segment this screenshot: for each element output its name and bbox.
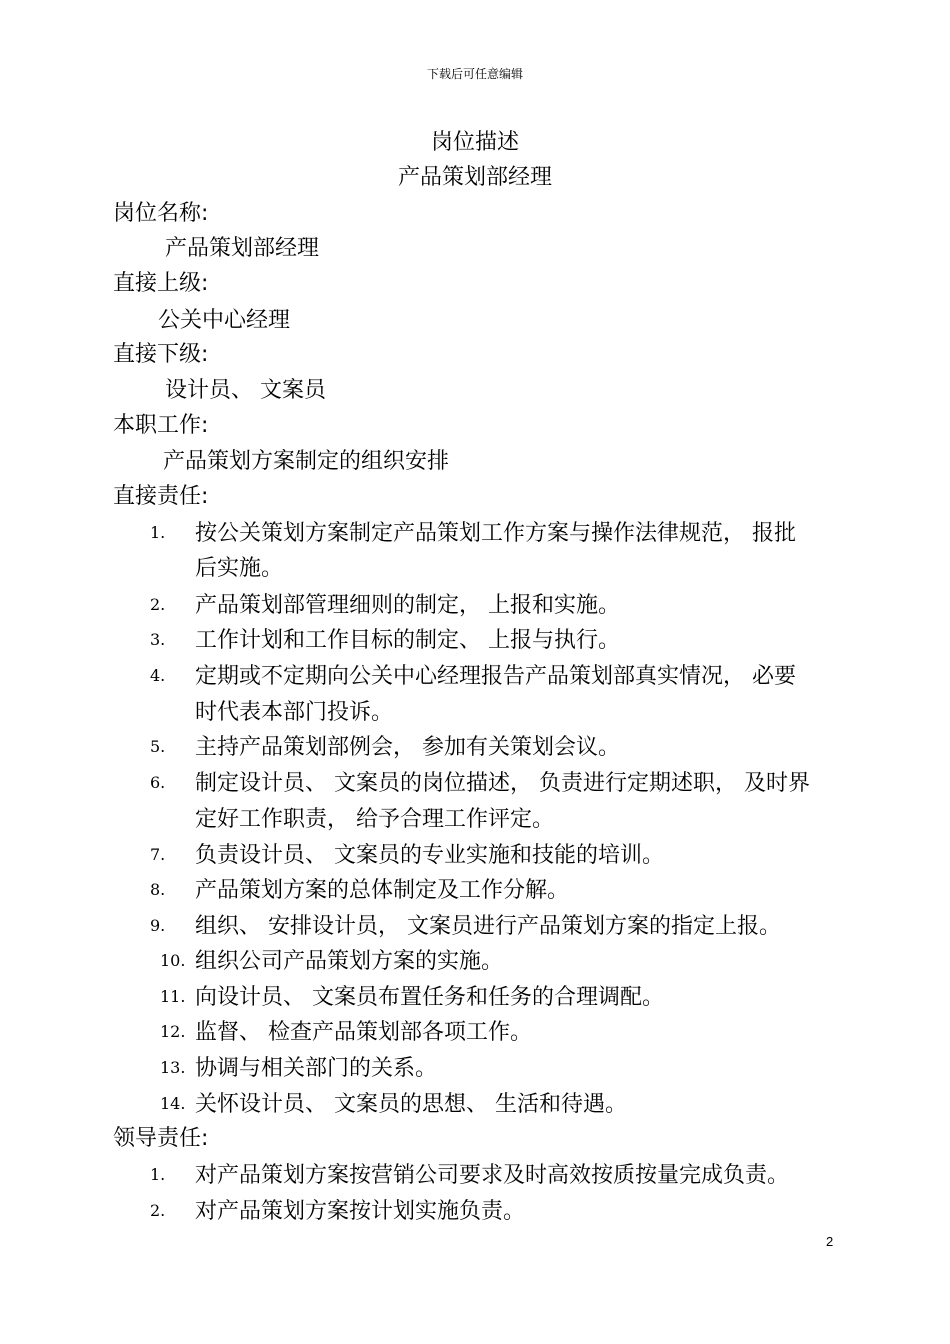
list-item-text: 工作计划和工作目标的制定、 上报与执行。 [195,628,620,653]
list-item-number: 11. [160,987,186,1006]
list-item-number: 1. [150,523,166,542]
list-item [0,625,950,655]
list-item-text: 向设计员、 文案员布置任务和任务的合理调配。 [195,985,664,1010]
list-item-text: 协调与相关部门的关系。 [195,1056,438,1081]
job-label: 本职工作: [113,413,209,438]
list-item-text: 定期或不定期向公关中心经理报告产品策划部真实情况， 必要 [195,664,796,689]
list-item-number: 10. [160,951,186,970]
list-item-continuation [0,553,950,583]
list-item-text: 制定设计员、 文案员的岗位描述， 负责进行定期述职， 及时界 [195,771,810,796]
list-item-number: 2. [150,595,166,614]
list-item-text: 关怀设计员、 文案员的思想、 生活和待遇。 [195,1092,627,1117]
list-item [0,1089,950,1119]
list-item-number: 8. [150,880,166,899]
list-item-text: 定好工作职责， 给予合理工作评定。 [195,807,554,832]
list-item-continuation [0,804,950,834]
list-item [0,1196,950,1226]
leadership-responsibilities-label: 领导责任: [113,1126,209,1151]
list-item [0,946,950,976]
list-item [0,1053,950,1083]
list-item-number: 1. [150,1165,166,1184]
list-item-text: 负责设计员、 文案员的专业实施和技能的培训。 [195,843,664,868]
position-value: 产品策划部经理 [165,236,320,261]
list-item-text: 后实施。 [195,556,284,581]
list-item-text: 主持产品策划部例会， 参加有关策划会议。 [195,735,620,760]
list-item [0,982,950,1012]
list-item-text: 监督、 检查产品策划部各项工作。 [195,1020,532,1045]
superior-label: 直接上级: [113,271,209,296]
page-number: 2 [826,1234,834,1249]
list-item [0,661,950,691]
list-item [0,1160,950,1190]
superior-value: 公关中心经理 [158,308,291,333]
list-item-text: 对产品策划方案按营销公司要求及时高效按质按量完成负责。 [195,1163,790,1188]
list-item [0,590,950,620]
subordinate-value: 设计员、 文案员 [165,378,326,403]
list-item-text: 产品策划方案的总体制定及工作分解。 [195,878,570,903]
list-item-number: 6. [150,773,166,792]
list-item-number: 2. [150,1201,166,1220]
list-item-number: 12. [160,1022,186,1041]
list-item-number: 13. [160,1058,186,1077]
list-item-number: 4. [150,666,166,685]
list-item-text: 对产品策划方案按计划实施负责。 [195,1199,526,1224]
header-note: 下载后可任意编辑 [426,67,523,81]
list-item-number: 3. [150,630,166,649]
list-item-number: 9. [150,916,166,935]
list-item-text: 时代表本部门投诉。 [195,700,394,725]
list-item-number: 14. [160,1094,186,1113]
job-value: 产品策划方案制定的组织安排 [163,449,450,474]
position-label: 岗位名称: [113,201,209,226]
list-item [0,1017,950,1047]
list-item [0,911,950,941]
subordinate-label: 直接下级: [113,342,209,367]
list-item [0,875,950,905]
list-item-text: 按公关策划方案制定产品策划工作方案与操作法律规范， 报批 [195,521,796,546]
list-item [0,732,950,762]
list-item-number: 5. [150,737,166,756]
list-item-text: 组织、 安排设计员， 文案员进行产品策划方案的指定上报。 [195,914,781,939]
list-item-text: 组织公司产品策划方案的实施。 [195,949,504,974]
document-title: 岗位描述 [430,130,519,155]
list-item-continuation [0,697,950,727]
document-subtitle: 产品策划部经理 [397,165,552,190]
direct-responsibilities-label: 直接责任: [113,484,209,509]
list-item [0,768,950,798]
list-item-number: 7. [150,845,166,864]
list-item [0,840,950,870]
list-item [0,518,950,548]
list-item-text: 产品策划部管理细则的制定， 上报和实施。 [195,593,620,618]
